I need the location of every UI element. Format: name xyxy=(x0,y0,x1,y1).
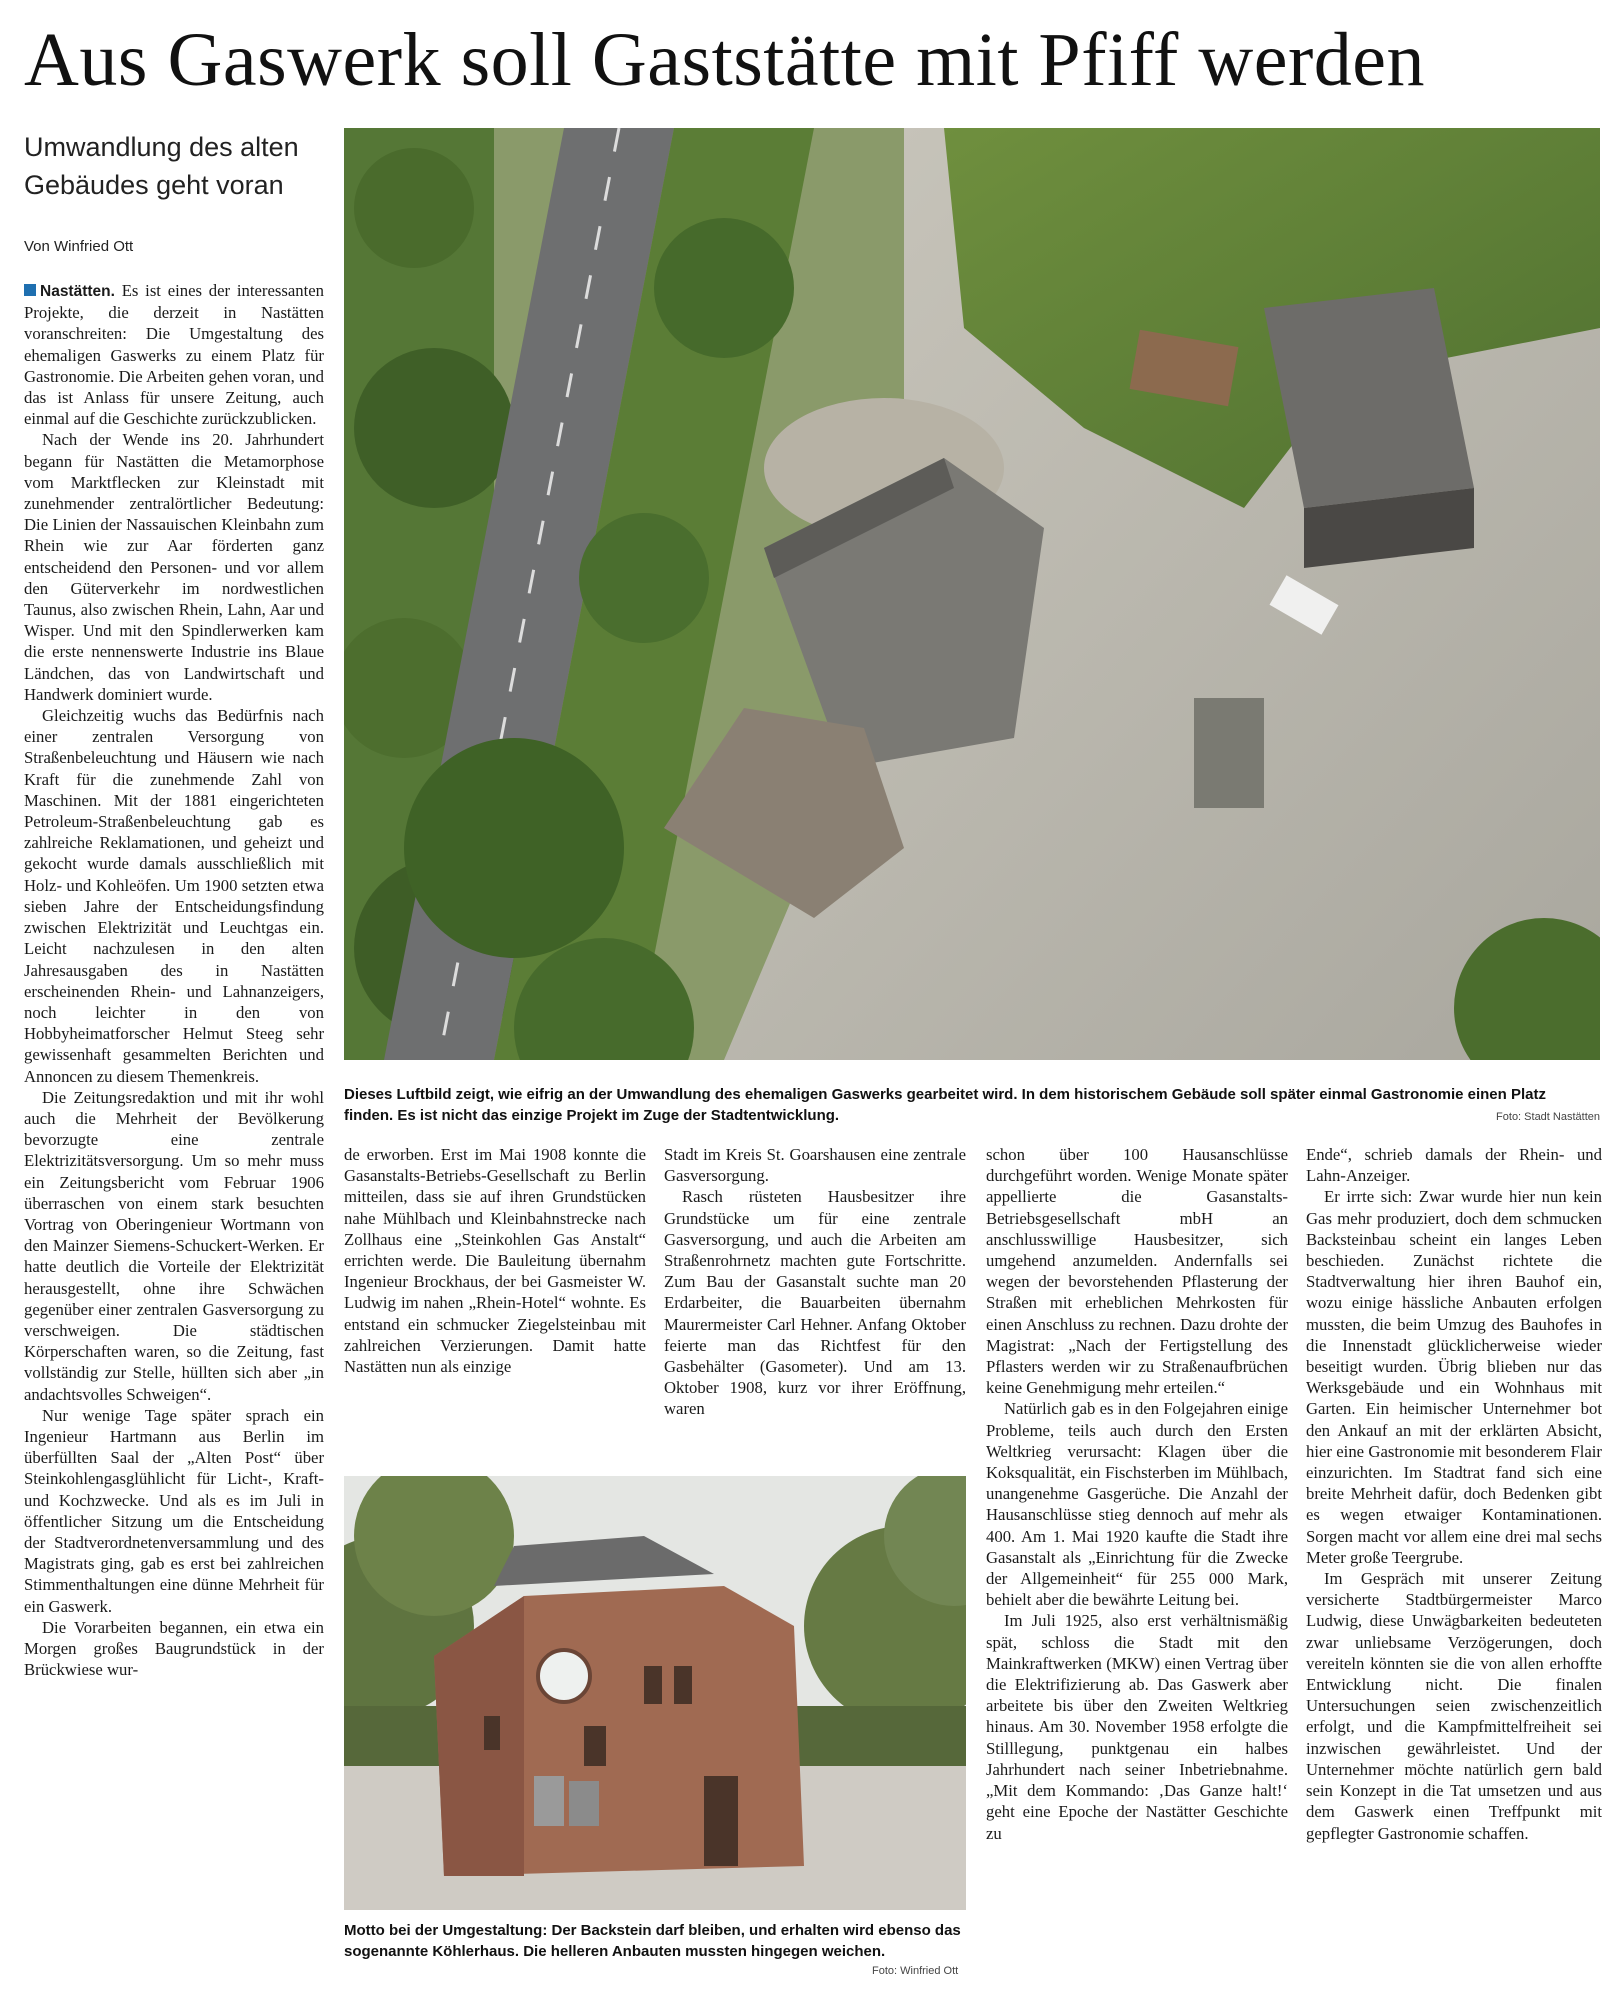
aerial-photo-caption: Dieses Luftbild zeigt, wie eifrig an der Umwandlung des ehemaligen Gaswerks gearbeitet wird. In dem historischem Gebäude soll später einmal Gastronomie einen Platz finden. Es ist nicht das einzige Projekt im Zuge der Stadtentwicklung. xyxy=(344,1086,1546,1124)
aerial-photo-image xyxy=(344,128,1600,1060)
paragraph: Natürlich gab es in den Folgejahren einige Probleme, teils auch durch den Ersten Weltkrieg verursacht: Klagen über die Koksqualität, ein Fischsterben im Mühlbach, unangenehme Gasgerüche. Die Anzahl der Hausanschlüsse stieg dennoch auf mehr als 400. Am 1. Mai 1920 kaufte die Stadt ihre Gasanstalt als „Einrichtung für die Zwecke der Allgemeinheit“ für 255 000 Mark, behielt aber die bewährte Leitung bei. xyxy=(986,1399,1288,1610)
building-photo xyxy=(344,1476,966,1910)
dateline-marker-icon xyxy=(24,284,36,296)
paragraph: schon über 100 Hausanschlüsse durchgeführt worden. Wenige Monate später appellierte die Gasanstalts-Betriebsgesellschaft mbH an anschlusswillige Hausbesitzer, sich umgehend anzumelden. Andernfalls sei wegen der bevorstehenden Pflasterung der Straßen mit erheblichen Mehrkosten für einen Anschluss zu rechnen. Dazu drohte der Magistrat: „Nach der Fertigstellung des Pflasters werden wir zu Straßenaufbrüchen keine Genehmigung mehr erteilen.“ xyxy=(986,1145,1288,1398)
building-photo-image xyxy=(344,1476,966,1910)
paragraph: Nastätten. Es ist eines der interessanten Projekte, die derzeit in Nastätten voranschreiten: Die Umgestaltung des ehemaligen Gaswerks zu einem Platz für Gastronomie. Die Arbeiten gehen voran, und das ist Anlass für unsere Zeitung, auch einmal auf die Geschichte zurückzublicken. xyxy=(24,281,324,429)
paragraph: Die Zeitungsredaktion und mit ihr wohl auch die Mehrheit der Bevölkerung bevorzugte eine zentrale Elektrizitätsversorgung. Um so mehr muss ein Zeitungsbericht vom Februar 1906 überraschen von einem stark besuchten Vortrag von Oberingenieur Wortmann von den Mainzer Siemens-Schuckert-Werken. Er hatte deutlich die Vorteile der Elektrizität herausgestellt, ohne ihre Schwächen gegenüber einer zentralen Gasversorgung zu verschweigen. Die städtischen Körperschaften waren, so die Zeitung, fast vollständig zur Stelle, hüllten sich aber „in andachtsvolles Schweigen“. xyxy=(24,1087,324,1404)
paragraph: de erworben. Erst im Mai 1908 konnte die Gasanstalts-Betriebs-Gesellschaft zu Berlin mitteilen, dass sie auf ihren Grundstücken nahe Mühlbach und Kleinbahnstrecke nach Zollhaus eine „Steinkohlen Gas Anstalt“ errichten werde. Die Bauleitung übernahm Ingenieur Brockhaus, der bei Gasmeister W. Ludwig im nahen „Rhein-Hotel“ wohnte. Es entstand ein schmucker Ziegelsteinbau mit zahlreichen Verzierungen. Damit hatte Nastätten nun als einzige xyxy=(344,1145,646,1377)
paragraph: Stadt im Kreis St. Goarshausen eine zentrale Gasversorgung. xyxy=(664,1145,966,1186)
building-photo-credit: Foto: Winfried Ott xyxy=(872,1965,959,1977)
aerial-photo xyxy=(344,128,1600,1060)
paragraph: Er irrte sich: Zwar wurde hier nun kein Gas mehr produziert, doch dem schmucken Backsteinbau scheint ein langes Leben beschieden. Zunächst richtete die Stadtverwaltung hier ihren Bauhof ein, wozu einige hässliche Anbauten erfolgen mussten, die beim Umzug des Bauhofes in die Innenstadt glücklicherweise wieder beseitigt wurden. Übrig blieben nur das Werksgebäude und ein Wohnhaus mit Garten. Ein heimischer Unternehmer bot den Ankauf an mit der erklärten Absicht, hier eine Gastronomie mit besonderem Flair einzurichten. Im Stadtrat fand sich eine breite Mehrheit dafür, doch Bedenken gibt es wegen etwaiger Kontaminationen. Sorgen macht vor allem eine drei mal sechs Meter große Teergrube. xyxy=(1306,1187,1602,1567)
paragraph: Die Vorarbeiten begannen, ein etwa ein Morgen großes Baugrundstück in der Brückwiese wur- xyxy=(24,1617,324,1680)
paragraph: Gleichzeitig wuchs das Bedürfnis nach einer zentralen Versorgung von Straßenbeleuchtung und Häusern wie nach Kraft für die zunehmende Zahl von Maschinen. Mit der 1881 eingerichteten Petroleum-Straßenbeleuchtung gab es zahlreiche Reklamationen, und geheizt und gekocht wurde damals ausschließlich mit Holz- und Kohleöfen. Um 1900 setzten etwa sieben Jahre der Entscheidungsfindung zwischen Elektrizität und Leuchtgas ein. Leicht nachzulesen in den alten Jahresausgaben des in Nastätten erscheinenden Rhein- und Lahnanzeigers, noch leichter in den von Hobbyheimatforscher Helmut Steeg sehr gewissenhaft gesammelten Berichten und Annoncen zu diesem Themenkreis. xyxy=(24,706,324,1086)
article-column-5 xyxy=(1306,1144,1602,1992)
dateline: Nastätten. xyxy=(40,283,115,300)
paragraph: Nur wenige Tage später sprach ein Ingenieur Hartmann aus Berlin im überfüllten Saal der „Alten Post“ über Steinkohlengasglühlicht für Licht-, Kraft- und Kochzwecke. Und als es im Juli in öffentlicher Sitzung um die Entscheidung der Stadtverordnetenversammlung und des Magistrats ging, gab es erst bei zahlreichen Stimmenthaltungen eine dünne Mehrheit für ein Gaswerk. xyxy=(24,1405,324,1616)
article-column-1 xyxy=(24,280,324,1992)
subheadline: Umwandlung des alten Gebäudes geht voran xyxy=(24,132,299,200)
paragraph: Nach der Wende ins 20. Jahrhundert begann für Nastätten die Metamorphose vom Marktflecken zur Kleinstadt mit zunehmender zentralörtlicher Bedeutung: Die Linien der Nassauischen Kleinbahn zum Rhein wie zur Aar förderten ganz entscheidend den Personen- und vor allem den Güterverkehr im nordwestlichen Taunus, also zwischen Rhein, Lahn, Aar und Wisper. Und mit den Spindlerwerken kam die erste nennenswerte Industrie ins Blaue Ländchen, das von Landwirtschaft und Handwerk dominiert wurde. xyxy=(24,430,324,704)
byline: Von Winfried Ott xyxy=(24,238,134,255)
paragraph: Im Gespräch mit unserer Zeitung versicherte Stadtbürgermeister Marco Ludwig, diese Unwägbarkeiten bedeuteten zwar unliebsame Verzögerungen, doch vereiteln könnten sie die von allen erhoffte Entwicklung nicht. Die finalen Untersuchungen seien zwischenzeitlich erfolgt, und die Kampfmittelfreiheit sei inzwischen gewährleistet. Und der Unternehmer möchte natürlich gern bald sein Konzept in die Tat umsetzen und aus dem Gaswerk einen Treffpunkt mit gepflegter Gastronomie schaffen. xyxy=(1306,1569,1602,1843)
paragraph: Im Juli 1925, also erst verhältnismäßig spät, schloss die Stadt mit den Mainkraftwerken (MKW) einen Vertrag über die Elektrifizierung ab. Das Gaswerk aber arbeitete bis über den Zweiten Weltkrieg hinaus. Am 30. November 1958 erfolgte die Stilllegung, punktgenau ein halbes Jahrhundert nach seiner Inbetriebnahme. „Mit dem Kommando: ‚Das Ganze halt!‘ geht eine Epoche der Nastätter Geschichte zu xyxy=(986,1611,1288,1843)
article-column-3 xyxy=(664,1144,966,1460)
paragraph: Rasch rüsteten Hausbesitzer ihre Grundstücke um für eine zentrale Gasversorgung, und auch die Arbeiten am Straßenrohrnetz machten gute Fortschritte. Zum Bau der Gasanstalt suchte man 20 Erdarbeiter, die Bauarbeiten übernahm Maurermeister Carl Hehner. Anfang Oktober feierte man das Richtfest für den Gasbehälter (Gasometer). Und am 13. Oktober 1908, kurz vor ihrer Eröffnung, waren xyxy=(664,1187,966,1419)
building-photo-caption: Motto bei der Umgestaltung: Der Backstein darf bleiben, und erhalten wird ebenso das sogenannte Köhlerhaus. Die helleren Anbauten mussten hingegen weichen. xyxy=(344,1922,961,1960)
paragraph: Ende“, schrieb damals der Rhein- und Lahn-Anzeiger. xyxy=(1306,1145,1602,1186)
article-column-2 xyxy=(344,1144,646,1460)
headline: Aus Gaswerk soll Gaststätte mit Pfiff werden xyxy=(24,18,1426,102)
aerial-photo-credit: Foto: Stadt Nastätten xyxy=(1496,1111,1600,1123)
article-column-4 xyxy=(986,1144,1288,1992)
